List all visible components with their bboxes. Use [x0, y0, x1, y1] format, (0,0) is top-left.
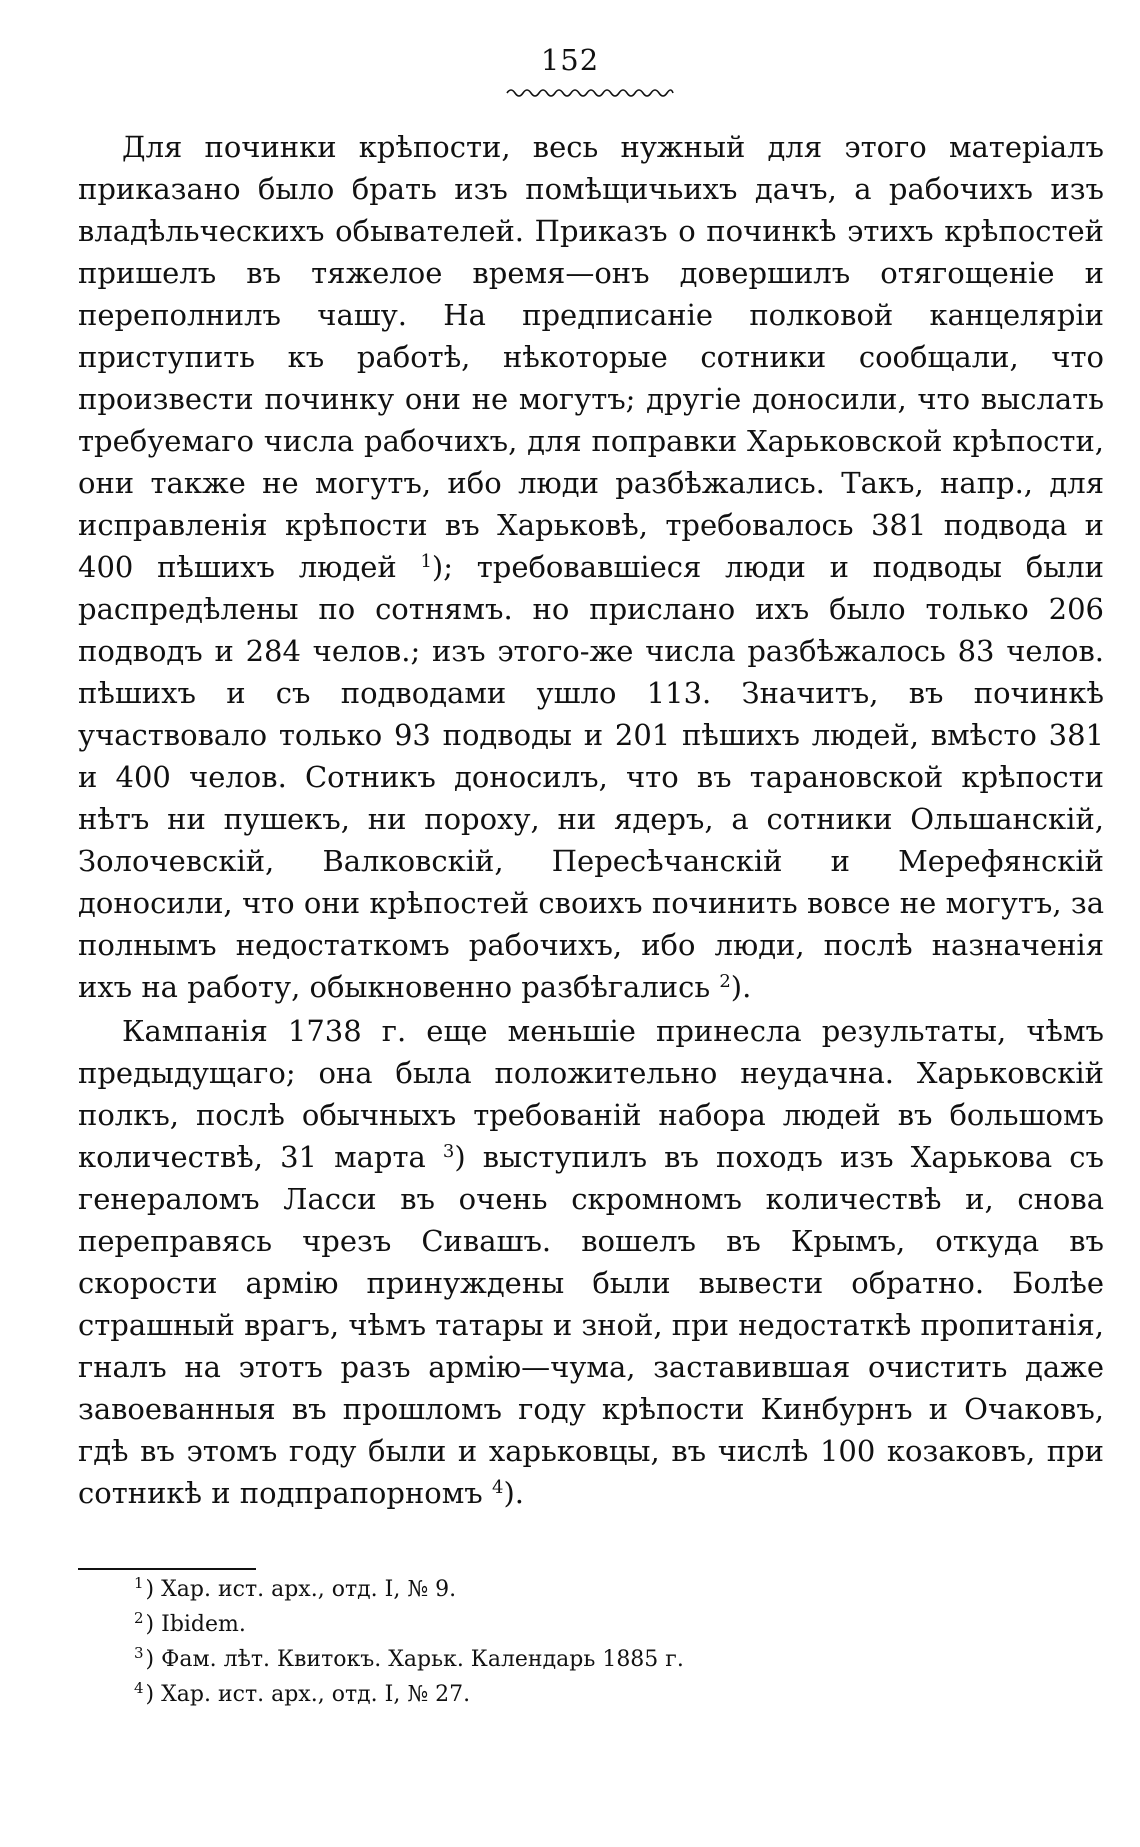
page-number: 152	[540, 43, 600, 77]
body-text	[78, 126, 1104, 1514]
footnote-reference: 4	[491, 1477, 504, 1498]
footnote-mark: 1	[134, 1574, 144, 1592]
paragraph	[78, 126, 1104, 1008]
footnote	[134, 1677, 1034, 1712]
footnote-text: ) Хар. ист. арх., отд. I, № 9.	[145, 1577, 457, 1602]
footnote-text: ) Хар. ист. арх., отд. I, № 27.	[145, 1682, 471, 1707]
paragraph-text: ).	[730, 970, 752, 1004]
paragraph-text: Кампанія 1738 г. еще меньшіе принесла результаты, чѣмъ предыдущаго; она была положительно неудачна. Харьковскій полкъ, послѣ обычныхъ требованій набора людей въ большомъ количествѣ, 31 марта	[78, 1014, 1104, 1174]
footnotes	[134, 1572, 1034, 1712]
footnote-divider	[78, 1568, 256, 1570]
paragraph-text: )	[431, 550, 444, 584]
footnote-mark: 3	[134, 1644, 144, 1662]
footnote-mark: 2	[134, 1609, 144, 1627]
wavy-ornament	[505, 84, 675, 100]
footnote-reference: 3	[442, 1141, 455, 1162]
footnote-text: ) Фам. лѣт. Квитокъ. Харьк. Календарь 1885 г.	[145, 1647, 684, 1672]
footnote-text: ) Ibidem.	[145, 1612, 246, 1637]
footnote	[134, 1607, 1034, 1642]
paragraph-text: ; требовавшіеся люди и подводы были распредѣлены по сотнямъ. но прислано ихъ было только 206 подводъ и 284 челов.; изъ этого-же числа разбѣжалось 83 челов. пѣшихъ и съ подводами ушло 113. Значитъ, въ починкѣ участвовало только 93 подводы и 201 пѣшихъ людей, вмѣсто 381 и 400 челов. Сотникъ доносилъ, что въ тарановской крѣпости нѣтъ ни пушекъ, ни пороху, ни ядеръ, а сотники Ольшанскій, Золочевскій, Валковскій, Пересѣчанскій и Мерефянскій доносили, что они крѣпостей своихъ починить вовсе не могутъ, за полнымъ недостаткомъ рабочихъ, ибо люди, послѣ назначенія ихъ на работу, обыкновенно разбѣгались	[78, 550, 1104, 1004]
paragraph-text: ).	[503, 1476, 524, 1510]
paragraph-text: Для починки крѣпости, весь нужный для этого матеріалъ приказано было брать изъ помѣщичьихъ дачъ, а рабочихъ изъ владѣльческихъ обывателей. Приказъ о починкѣ этихъ крѣпостей пришелъ въ тяжелое время—онъ довершилъ отягощеніе и переполнилъ чашу. На предписаніе полковой канцеляріи приступить къ работѣ, нѣкоторые сотники сообщали, что произвести починку они не могутъ; другіе доносили, что выслать требуемаго числа рабочихъ, для поправки Харьковской крѣпости, они также не могутъ, ибо люди разбѣжались. Такъ, напр., для исправленія крѣпости въ Харьковѣ, требовалось 381 подвода и 400 пѣшихъ людей	[78, 130, 1104, 584]
footnote-mark: 4	[134, 1679, 144, 1697]
paragraph	[78, 1010, 1104, 1514]
footnote	[134, 1642, 1034, 1677]
footnote	[134, 1572, 1034, 1607]
footnote-reference: 2	[719, 971, 731, 992]
paragraph-text: ) выступилъ въ походъ изъ Харькова съ генераломъ Ласси въ очень скромномъ количествѣ и, снова переправясь чрезъ Сивашъ. вошелъ въ Крымъ, откуда въ скорости армію принуждены были вывести обратно. Болѣе страшный врагъ, чѣмъ татары и зной, при недостаткѣ пропитанія, гналъ на этотъ разъ армію—чума, заставившая очистить даже завоеванныя въ прошломъ году крѣпости Кинбурнъ и Очаковъ, гдѣ въ этомъ году были и харьковцы, въ числѣ 100 козаковъ, при сотникѣ и подпрапорномъ	[78, 1140, 1104, 1510]
footnote-reference: 1	[420, 551, 432, 572]
